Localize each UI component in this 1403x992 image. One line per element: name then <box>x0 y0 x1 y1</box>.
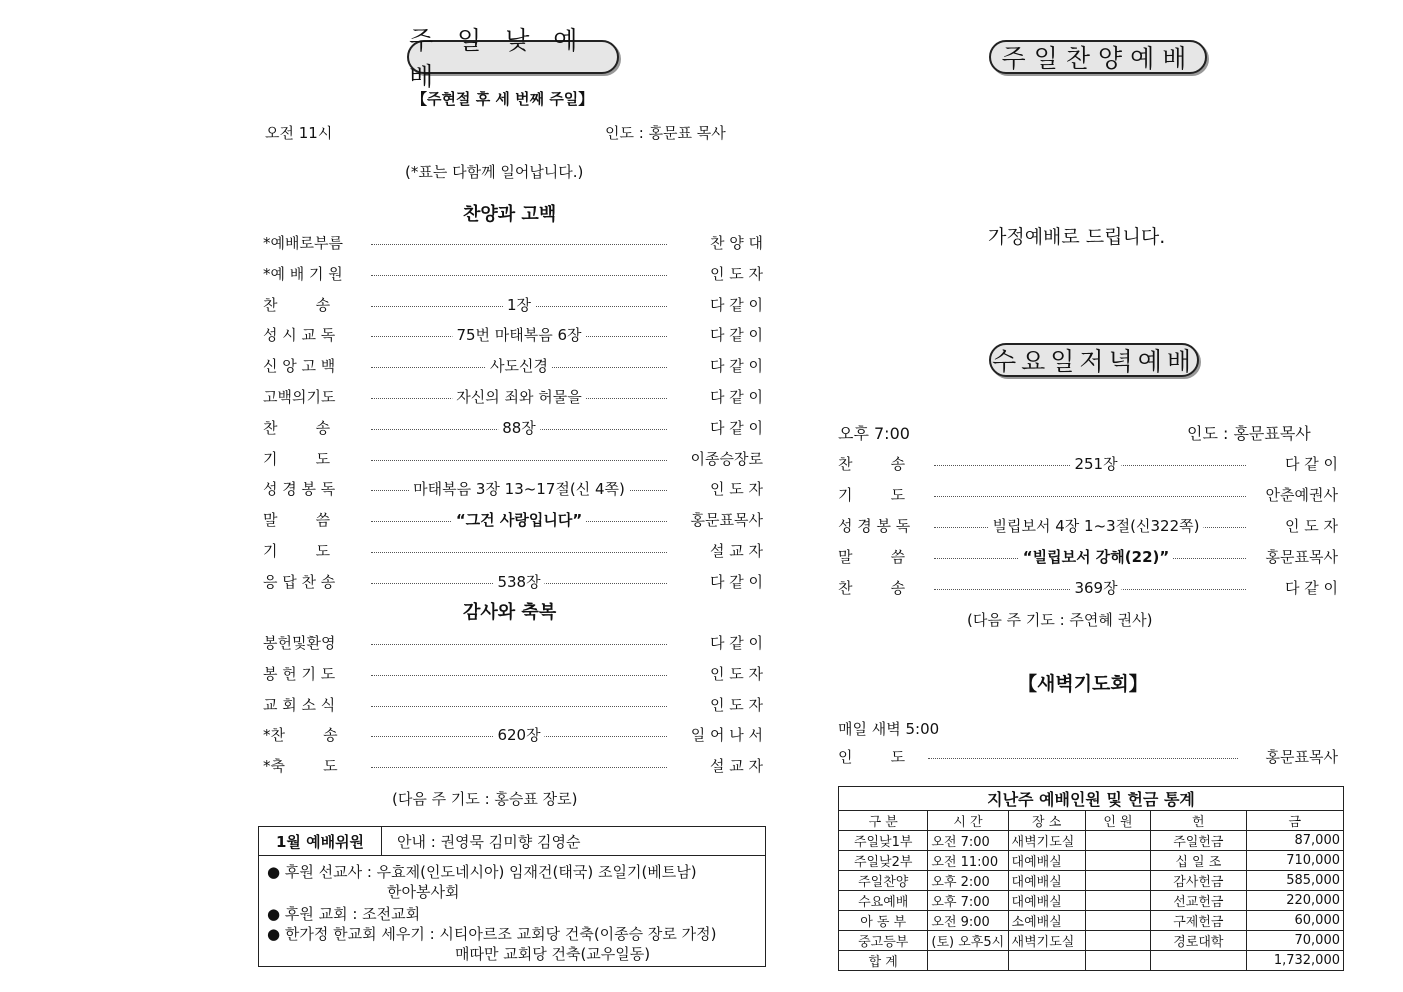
program-label: 고백의기도 <box>263 388 336 406</box>
committee-head: 1월 예배위원 <box>259 827 382 856</box>
table-cell <box>1008 951 1085 971</box>
program-content: 사도신경 <box>486 355 552 376</box>
leader-dots <box>371 644 667 645</box>
total-amount: 1,732,000 <box>1246 951 1343 971</box>
program-row <box>263 632 763 656</box>
program-person: 찬 양 대 <box>709 234 763 252</box>
col-category: 구 분 <box>839 811 928 831</box>
table-cell: 70,000 <box>1246 931 1343 951</box>
leader-dots <box>371 552 667 553</box>
wed-time: 오후 7:00 <box>838 424 910 443</box>
program-label: 기 도 <box>263 542 331 560</box>
program-person: 인 도 자 <box>709 664 763 683</box>
wed-leader: 인도 : 홍문표목사 <box>1187 424 1311 443</box>
program-row <box>263 448 763 472</box>
standing-note: (*표는 다함께 일어납니다.) <box>405 163 584 181</box>
leader-dots <box>371 706 667 707</box>
dawn-leader-name: 홍문표목사 <box>1265 748 1338 766</box>
program-person: 인 도 자 <box>709 480 763 499</box>
table-row <box>839 931 1344 951</box>
program-person: 다 같 이 <box>709 388 763 406</box>
table-cell: 오전 9:00 <box>928 911 1008 931</box>
one-family-line: ● 한가정 한교회 세우기 : 시티아르조 교회당 건축(이종승 장로 가정) <box>267 925 717 943</box>
program-label: 봉헌및환영 <box>263 634 336 652</box>
table-cell: 대예배실 <box>1008 851 1085 871</box>
program-content: 자신의 죄와 허물을 <box>452 386 585 407</box>
program-label: 응 답 찬 송 <box>263 572 336 591</box>
program-person: 설 교 자 <box>709 757 763 776</box>
table-cell: 새벽기도실 <box>1008 931 1085 951</box>
leader-dots <box>371 244 667 245</box>
next-prayer-left: (다음 주 기도 : 홍승표 장로) <box>392 790 578 808</box>
section-praise-confession: 찬양과 고백 <box>463 204 557 225</box>
stats-title: 지난주 예배인원 및 헌금 통계 <box>839 787 1344 811</box>
table-cell: 중고등부 <box>839 931 928 951</box>
table-cell: (토) 오후5시 <box>928 931 1008 951</box>
program-person: 홍문표목사 <box>690 511 763 530</box>
program-label: 말 씀 <box>838 548 906 566</box>
subtitle: 【주현절 후 세 번째 주일】 <box>412 90 594 108</box>
program-row <box>263 755 763 779</box>
leader-dots <box>934 496 1246 497</box>
program-label: 기 도 <box>838 486 906 504</box>
program-label: 말 씀 <box>263 511 331 530</box>
program-person: 다 같 이 <box>709 357 763 376</box>
program-label: 신 앙 고 백 <box>263 357 336 376</box>
program-row <box>263 355 763 379</box>
table-row <box>839 891 1344 911</box>
leader-dots <box>371 767 667 768</box>
table-cell: 60,000 <box>1246 911 1343 931</box>
table-cell: 오전 7:00 <box>928 831 1008 851</box>
program-row <box>263 232 763 256</box>
table-cell <box>1085 931 1150 951</box>
table-cell <box>1085 911 1150 931</box>
program-label: 봉 헌 기 도 <box>263 664 336 683</box>
table-cell: 십 일 조 <box>1151 851 1246 871</box>
dawn-time: 매일 새벽 5:00 <box>838 720 940 738</box>
program-person: 인 도 자 <box>1284 517 1338 535</box>
program-person: 다 같 이 <box>709 418 763 437</box>
program-content: 251장 <box>1070 453 1121 474</box>
table-row <box>839 831 1344 851</box>
program-label: 찬 송 <box>263 295 331 314</box>
program-row <box>263 478 763 502</box>
program-person: 다 같 이 <box>709 572 763 591</box>
program-content: 538장 <box>493 571 544 592</box>
program-row <box>838 484 1338 508</box>
table-cell: 대예배실 <box>1008 891 1085 911</box>
program-person: 인 도 자 <box>709 695 763 714</box>
wednesday-service-title: 수요일저녁예배 <box>989 343 1199 377</box>
program-person: 다 같 이 <box>709 295 763 314</box>
table-cell: 수요예배 <box>839 891 928 911</box>
table-cell <box>1151 951 1246 971</box>
program-label: 성 경 봉 독 <box>263 480 336 499</box>
sunday-service-title: 주 일 낮 예 배 <box>407 40 619 74</box>
col-amount: 금 <box>1246 811 1343 831</box>
program-row <box>263 694 763 718</box>
table-cell: 선교헌금 <box>1151 891 1246 911</box>
program-label: 성 경 봉 독 <box>838 517 911 535</box>
service-leader: 인도 : 홍문표 목사 <box>605 124 726 142</box>
program-content: 75번 마태복음 6장 <box>452 324 585 345</box>
table-cell: 대예배실 <box>1008 871 1085 891</box>
program-row <box>838 577 1338 601</box>
table-cell: 220,000 <box>1246 891 1343 911</box>
dawn-leader-row <box>838 746 1338 770</box>
program-content: 620장 <box>493 724 544 745</box>
church-line: ● 후원 교회 : 조전교회 <box>267 905 421 923</box>
program-label: 성 시 교 독 <box>263 326 336 345</box>
program-label: 찬 송 <box>838 455 906 473</box>
program-label: 교 회 소 식 <box>263 695 336 714</box>
program-row <box>838 453 1338 477</box>
program-row <box>263 294 763 318</box>
missionary-line-2: 한아봉사회 <box>387 883 460 901</box>
table-cell: 구제헌금 <box>1151 911 1246 931</box>
table-cell <box>1085 851 1150 871</box>
leader-dots <box>371 675 667 676</box>
program-row <box>263 324 763 348</box>
program-row <box>263 263 763 287</box>
leader-dots <box>371 460 667 461</box>
total-label: 합 계 <box>839 951 928 971</box>
table-cell: 오후 7:00 <box>928 891 1008 911</box>
table-cell: 주일낮2부 <box>839 851 928 871</box>
program-label: *축 도 <box>263 757 338 776</box>
program-label: 찬 송 <box>263 418 331 437</box>
next-prayer-right: (다음 주 기도 : 주연혜 권사) <box>967 611 1153 629</box>
program-label: 찬 송 <box>838 579 906 597</box>
col-time: 시 간 <box>928 811 1008 831</box>
section-thanks-blessing: 감사와 축복 <box>463 602 557 623</box>
col-count: 인 원 <box>1085 811 1150 831</box>
table-cell: 감사헌금 <box>1151 871 1246 891</box>
table-cell <box>1085 891 1150 911</box>
usher-list: 안내 : 권영묵 김미향 김영순 <box>381 827 765 856</box>
table-cell <box>1085 951 1150 971</box>
program-label: *찬 송 <box>263 726 338 745</box>
stats-table-wrap <box>838 786 1344 971</box>
family-worship-note: 가정예배로 드립니다. <box>988 226 1166 248</box>
program-row <box>263 509 763 533</box>
worship-committee-box <box>258 826 766 967</box>
program-row <box>263 724 763 748</box>
table-cell: 오전 11:00 <box>928 851 1008 871</box>
sunday-praise-title: 주일찬양예배 <box>989 40 1207 74</box>
leader-dots <box>928 758 1238 759</box>
table-cell: 주일찬양 <box>839 871 928 891</box>
table-cell: 585,000 <box>1246 871 1343 891</box>
table-row <box>839 871 1344 891</box>
program-content: 88장 <box>498 417 540 438</box>
program-row <box>838 515 1338 539</box>
table-cell: 새벽기도실 <box>1008 831 1085 851</box>
one-family-line-2: 매따만 교회당 건축(교우일동) <box>455 945 651 963</box>
program-person: 설 교 자 <box>709 542 763 560</box>
program-content: “그건 사랑입니다” <box>452 509 586 530</box>
program-label: *예배로부름 <box>263 234 343 252</box>
missionary-line: ● 후원 선교사 : 우효제(인도네시아) 임재건(태국) 조일기(베트남) <box>267 863 697 881</box>
table-cell <box>1085 831 1150 851</box>
program-content: 빌립보서 4장 1~3절(신322쪽) <box>989 515 1204 536</box>
table-cell <box>928 951 1008 971</box>
table-cell: 710,000 <box>1246 851 1343 871</box>
program-content: 1장 <box>503 294 535 315</box>
program-row <box>263 417 763 441</box>
table-cell: 오후 2:00 <box>928 871 1008 891</box>
dawn-leader-label: 인 도 <box>838 748 906 766</box>
program-person: 다 같 이 <box>709 326 763 345</box>
table-cell: 87,000 <box>1246 831 1343 851</box>
table-cell <box>1085 871 1150 891</box>
program-person: 다 같 이 <box>709 634 763 652</box>
table-cell: 소예배실 <box>1008 911 1085 931</box>
program-row <box>263 571 763 595</box>
table-cell: 주일헌금 <box>1151 831 1246 851</box>
program-row <box>263 386 763 410</box>
table-cell: 아 동 부 <box>839 911 928 931</box>
program-content: “빌립보서 강해(22)” <box>1019 546 1173 567</box>
program-person: 홍문표목사 <box>1265 548 1338 566</box>
table-cell: 주일낮1부 <box>839 831 928 851</box>
table-row <box>839 851 1344 871</box>
leader-dots <box>371 275 667 276</box>
table-cell: 경로대학 <box>1151 931 1246 951</box>
col-offering: 헌 <box>1151 811 1246 831</box>
stats-table <box>838 786 1344 971</box>
program-person: 인 도 자 <box>709 264 763 283</box>
col-place: 장 소 <box>1008 811 1085 831</box>
program-person: 이종승장로 <box>690 449 763 468</box>
program-person: 일 어 나 서 <box>690 726 763 745</box>
program-row <box>263 663 763 687</box>
dawn-prayer-title: 【새벽기도회】 <box>1018 673 1148 695</box>
service-time: 오전 11시 <box>265 124 333 142</box>
program-person: 안춘예권사 <box>1265 486 1338 504</box>
program-row <box>263 540 763 564</box>
program-label: *예 배 기 원 <box>263 264 343 283</box>
program-content: 마태복음 3장 13~17절(신 4쪽) <box>409 478 629 499</box>
program-row <box>838 546 1338 570</box>
program-content: 369장 <box>1070 577 1121 598</box>
program-person: 다 같 이 <box>1284 579 1338 597</box>
program-person: 다 같 이 <box>1284 455 1338 473</box>
table-row <box>839 911 1344 931</box>
program-label: 기 도 <box>263 449 331 468</box>
